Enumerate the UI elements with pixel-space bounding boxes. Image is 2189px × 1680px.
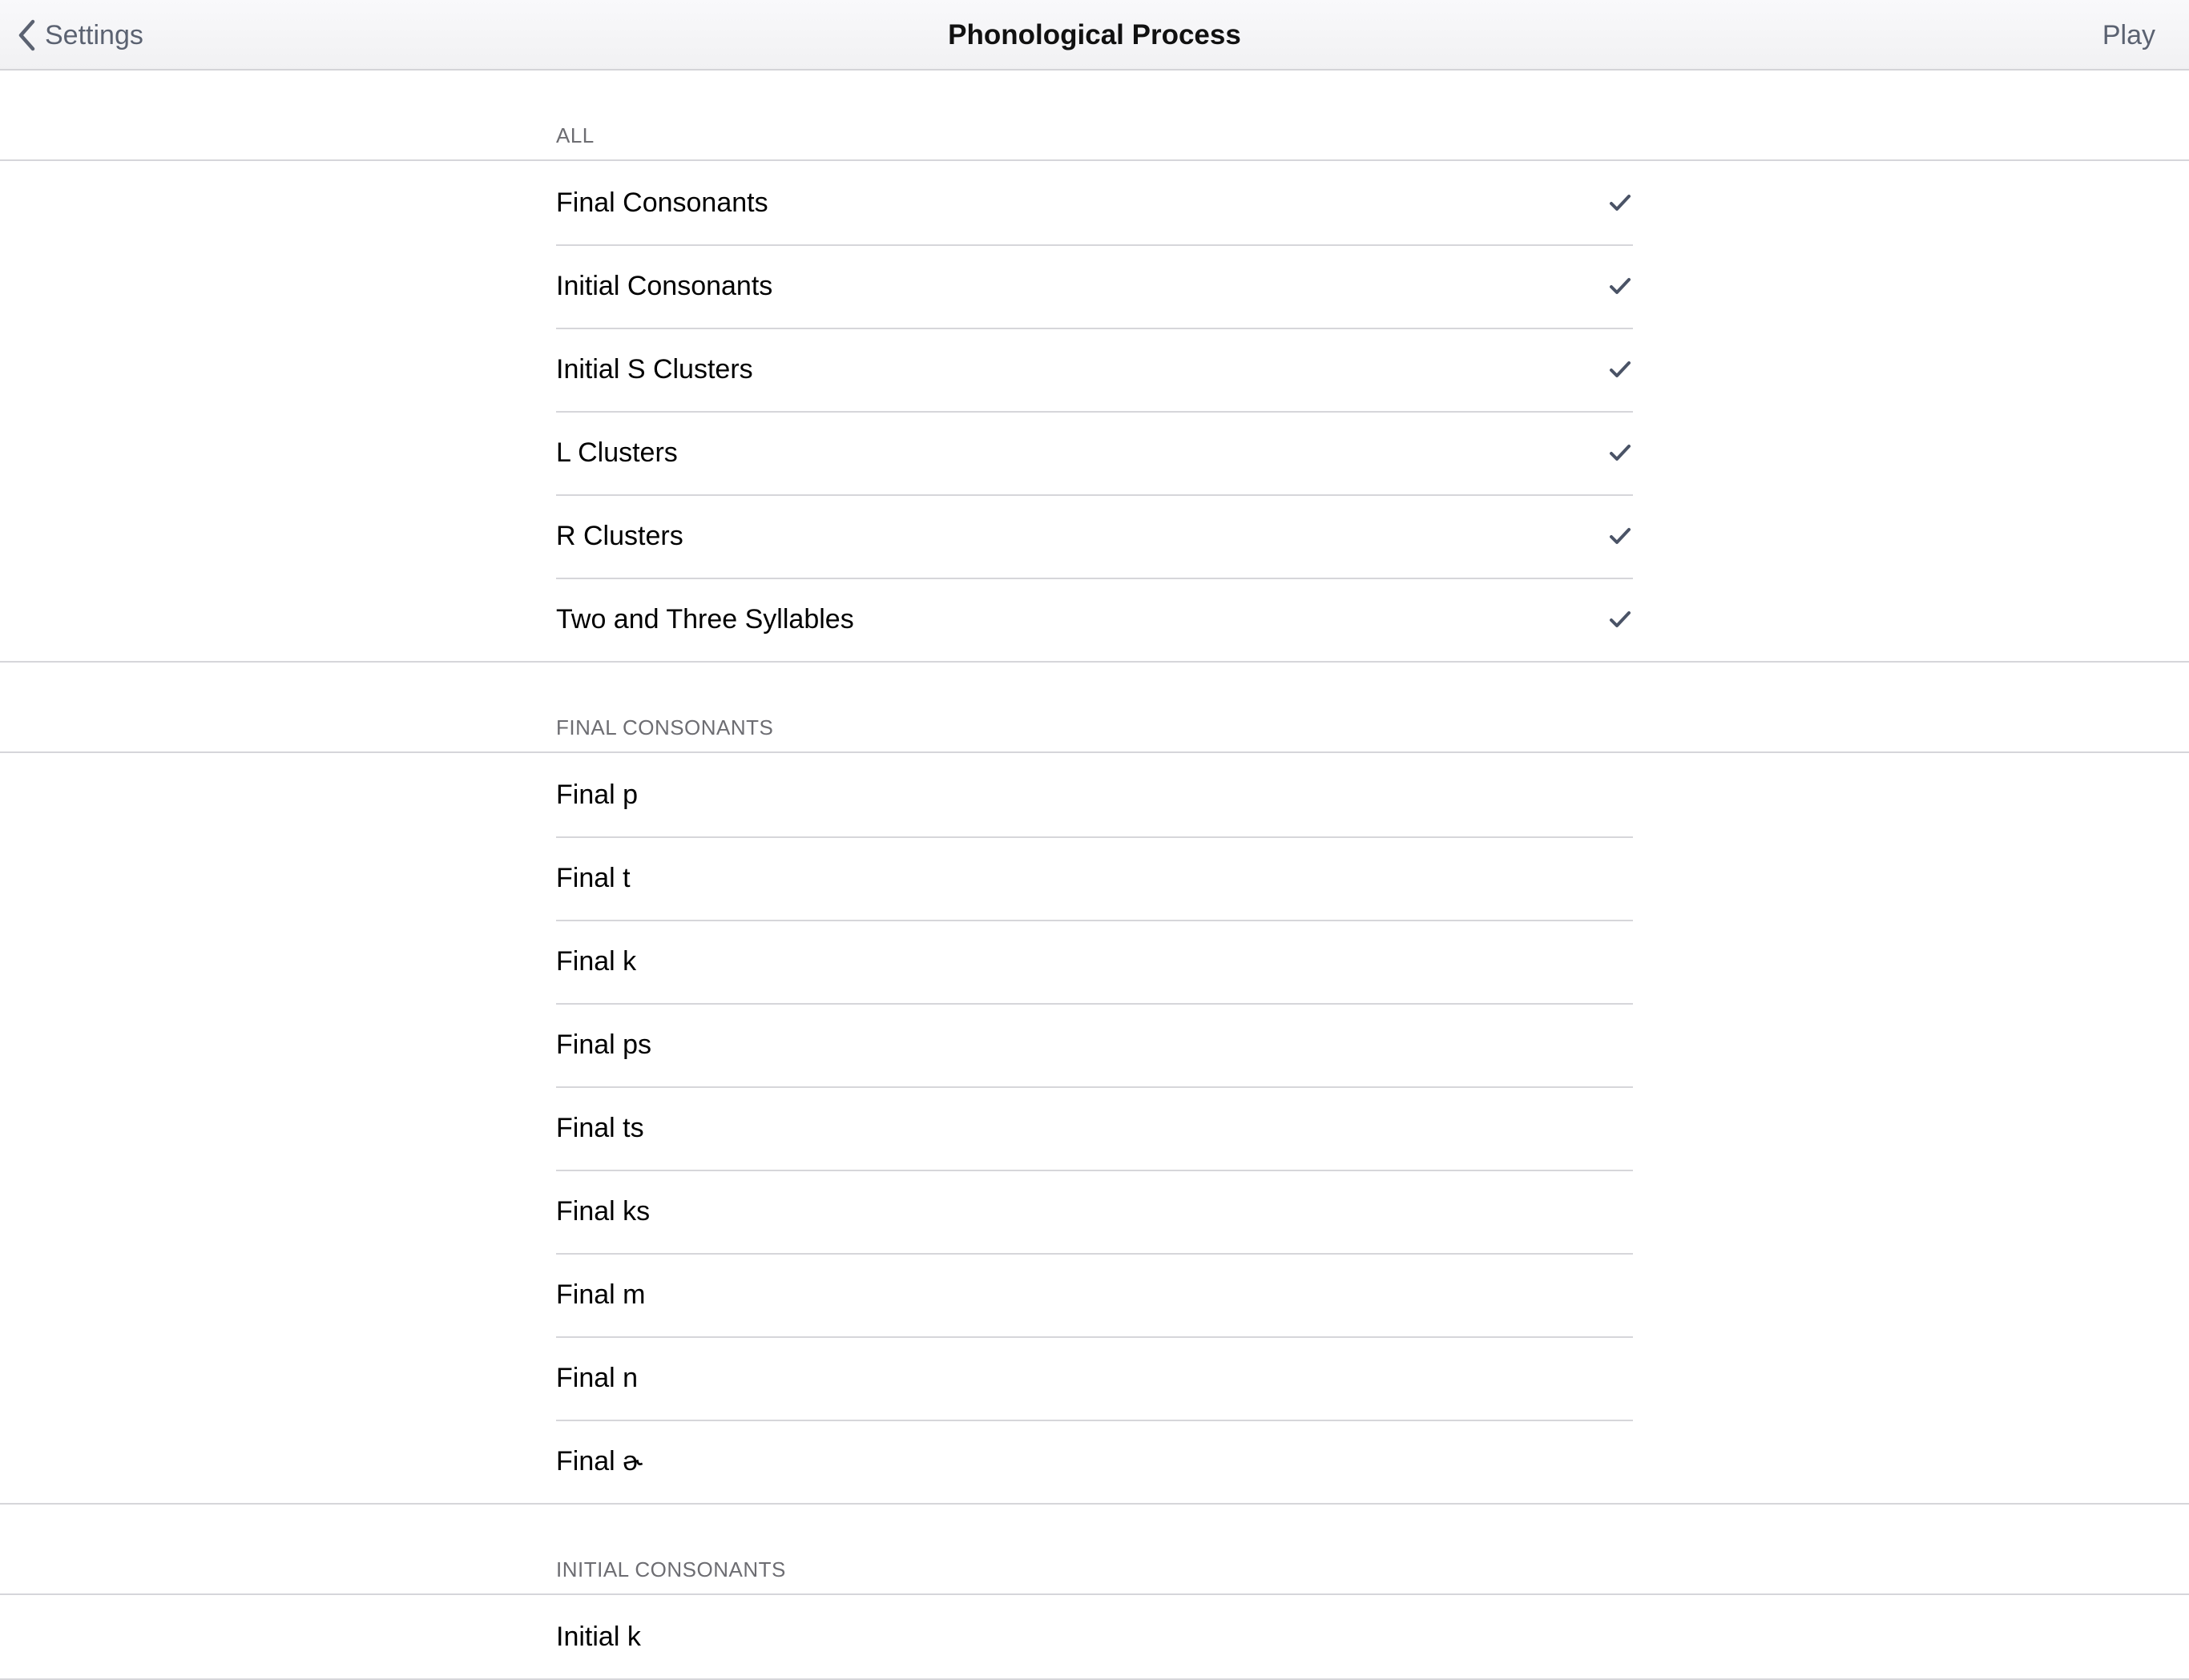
list-item-two-and-three-syllables[interactable]: [0, 578, 2189, 661]
list-item-label: Final ts: [556, 1113, 644, 1143]
section-title: ALL: [556, 123, 595, 147]
section-group-all: [0, 159, 2189, 663]
list-item-label: L Clusters: [556, 437, 678, 468]
list-item-label: Final p: [556, 780, 639, 810]
list-item-label: Final n: [556, 1363, 639, 1393]
list-item-label: Final k: [556, 946, 637, 977]
checkmark-icon: [1607, 273, 1633, 299]
list-item-label: Final m: [556, 1279, 646, 1310]
checkmark-icon: [1607, 190, 1633, 216]
list-item-final-er[interactable]: [0, 1420, 2189, 1503]
section-title: INITIAL CONSONANTS: [556, 1557, 786, 1581]
list-item-initial-k[interactable]: [0, 1595, 2189, 1678]
navigation-bar: [0, 0, 2189, 71]
list-item-final-k[interactable]: [0, 920, 2189, 1003]
list-item-label: Two and Three Syllables: [556, 604, 854, 635]
list-item-label: Final t: [556, 863, 631, 893]
list-item-label: Final ɚ: [556, 1446, 643, 1477]
play-button[interactable]: Play: [2102, 20, 2155, 50]
list-item-r-clusters[interactable]: [0, 494, 2189, 578]
list-item-label: Initial k: [556, 1622, 641, 1652]
list-item-final-t[interactable]: [0, 836, 2189, 920]
list-item-label: Initial Consonants: [556, 271, 773, 301]
list-item-final-n[interactable]: [0, 1336, 2189, 1420]
page-title: Phonological Process: [948, 19, 1241, 50]
list-item-initial-s-clusters[interactable]: [0, 328, 2189, 411]
section-title: FINAL CONSONANTS: [556, 715, 774, 739]
section-header-final-consonants: [0, 663, 2189, 751]
list-item-final-ts[interactable]: [0, 1086, 2189, 1170]
list-item-label: Final ps: [556, 1029, 652, 1060]
list-item-label: R Clusters: [556, 521, 683, 551]
checkmark-icon: [1607, 440, 1633, 465]
list-item-label: Final ks: [556, 1196, 651, 1227]
section-group-final-consonants: [0, 751, 2189, 1505]
checkmark-icon: [1607, 523, 1633, 549]
checkmark-icon: [1607, 606, 1633, 632]
list-item-final-ks[interactable]: [0, 1170, 2189, 1253]
list-item-label: Final Consonants: [556, 187, 768, 218]
checkmark-icon: [1607, 357, 1633, 382]
list-item-final-m[interactable]: [0, 1253, 2189, 1336]
section-header-all: [0, 71, 2189, 159]
list-item-final-ps[interactable]: [0, 1003, 2189, 1086]
list-item-initial-consonants[interactable]: [0, 244, 2189, 328]
settings-list: [0, 71, 2189, 1680]
list-item-l-clusters[interactable]: [0, 411, 2189, 494]
section-header-initial-consonants: [0, 1505, 2189, 1593]
back-button-label: Settings: [45, 19, 143, 50]
list-item-label: Initial S Clusters: [556, 354, 753, 385]
list-item-final-p[interactable]: [0, 753, 2189, 836]
list-item-final-consonants[interactable]: [0, 161, 2189, 244]
section-group-initial-consonants: [0, 1593, 2189, 1680]
